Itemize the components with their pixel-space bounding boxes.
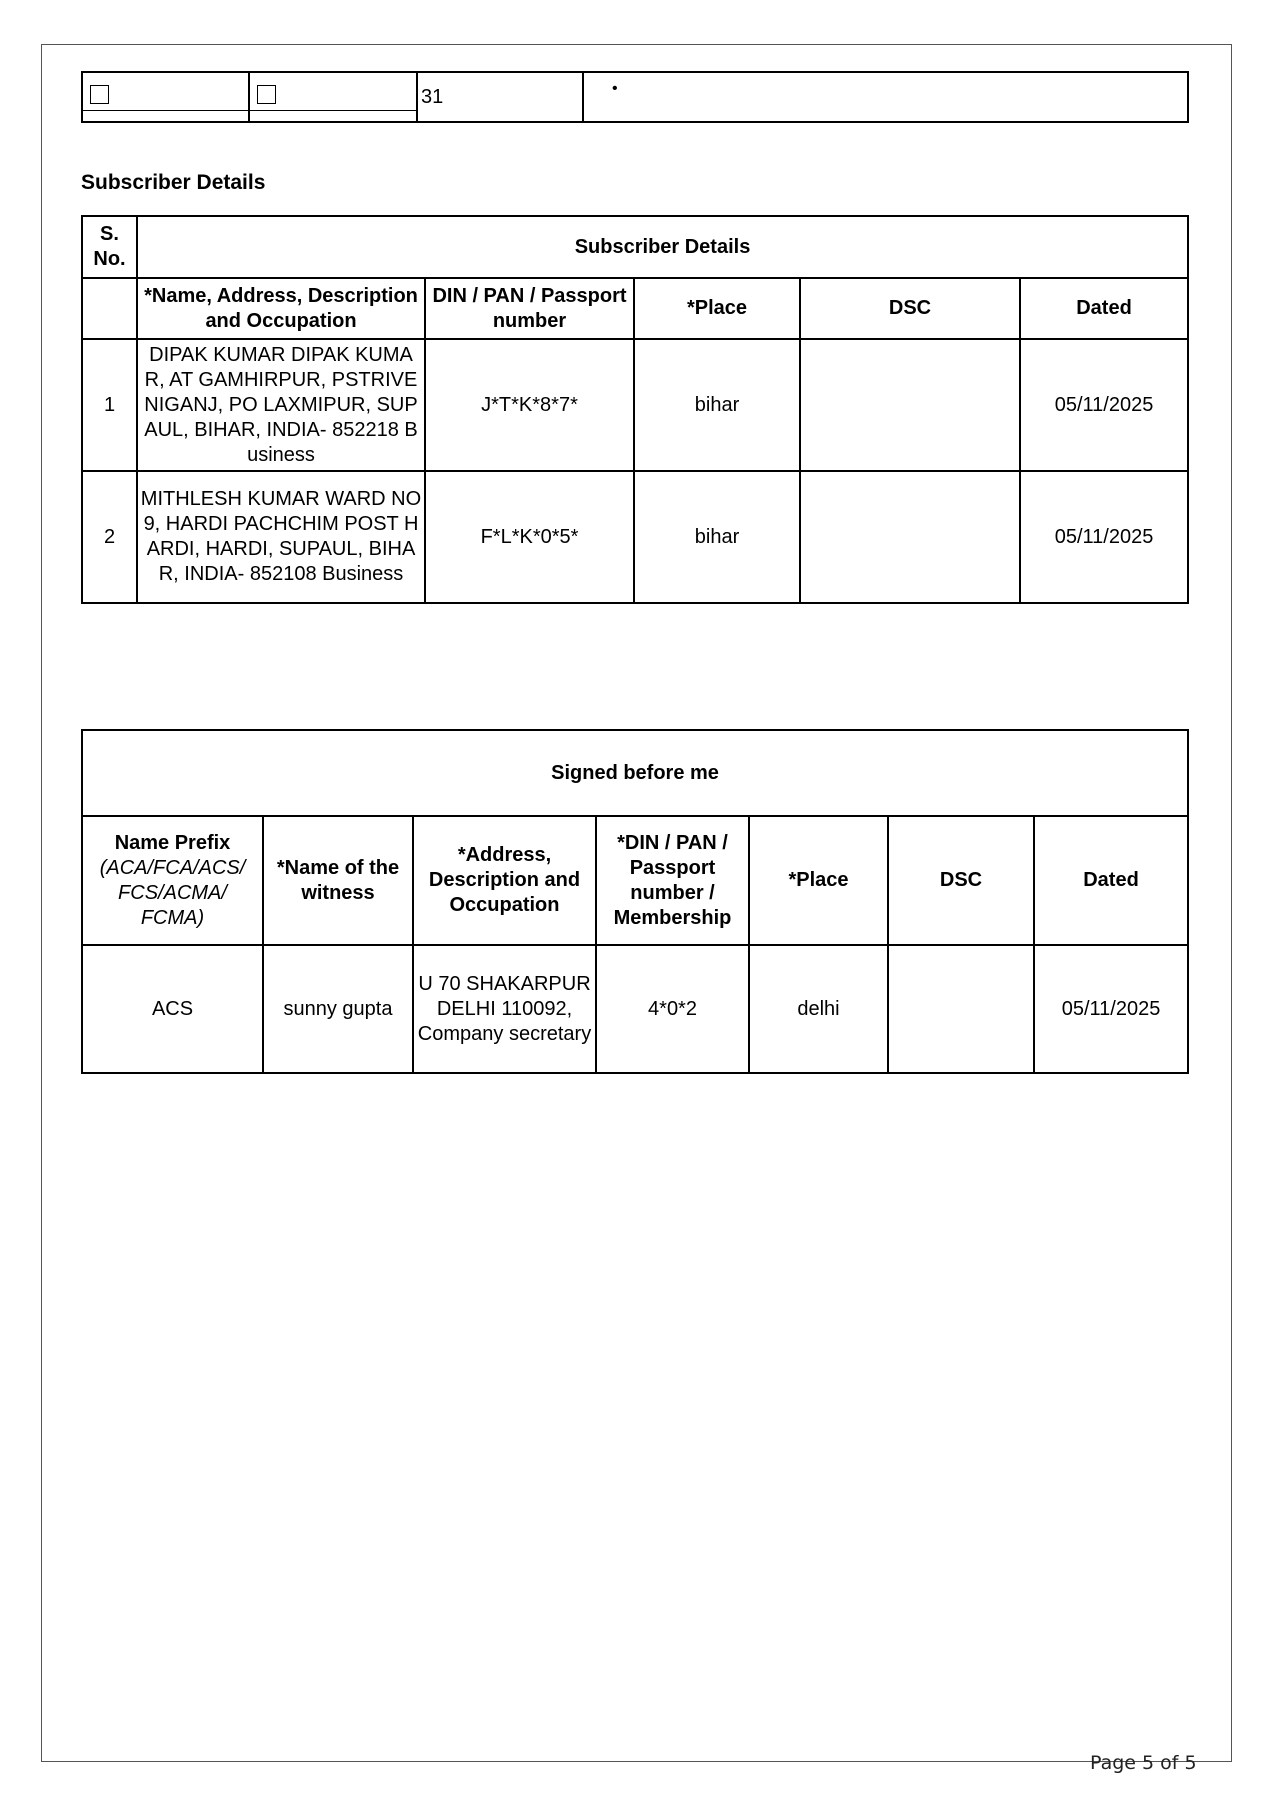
checkbox-cell: [82, 72, 249, 122]
place-cell: delhi: [749, 945, 888, 1073]
column-header: DIN / PAN / Passport number: [425, 278, 634, 339]
bullet-mark: •: [612, 80, 618, 97]
dated-cell: 05/11/2025: [1020, 471, 1188, 603]
prefix-header: [82, 816, 263, 945]
subscriber-table: [81, 215, 1189, 604]
page-number: Page 5 of 5: [1090, 1752, 1197, 1774]
din-cell: 4*0*2: [596, 945, 749, 1073]
dsc-cell: [800, 471, 1020, 603]
column-header: *Place: [634, 278, 800, 339]
name-address-cell: DIPAK KUMAR DIPAK KUMAR, AT GAMHIRPUR, PSTRIVENIGANJ, PO LAXMIPUR, SUPAUL, BIHAR, INDIA- 852218 Business: [137, 339, 425, 471]
continued-table-fragment: [81, 71, 1189, 123]
column-header: Dated: [1020, 278, 1188, 339]
din-cell: F*L*K*0*5*: [425, 471, 634, 603]
prefix-header-label: Name Prefix: [114, 831, 231, 854]
dsc-header: DSC: [888, 816, 1034, 945]
address-header: *Address, Description and Occupation: [413, 816, 596, 945]
dsc-cell: [888, 945, 1034, 1073]
dated-cell: 05/11/2025: [1020, 339, 1188, 471]
place-header: *Place: [749, 816, 888, 945]
dated-header: Dated: [1034, 816, 1188, 945]
fragment-number: 31: [417, 72, 583, 122]
sno-header: S. No.: [82, 216, 137, 278]
table-row: [82, 945, 1188, 1073]
name-address-cell: MITHLESH KUMAR WARD NO 9, HARDI PACHCHIM POST HARDI, HARDI, SUPAUL, BIHAR, INDIA- 852108 Business: [137, 471, 425, 603]
table-row: [82, 339, 1188, 471]
subscriber-group-header: Subscriber Details: [137, 216, 1188, 278]
witness-table: [81, 729, 1189, 1074]
din-cell: J*T*K*8*7*: [425, 339, 634, 471]
fragment-empty-cell: [583, 72, 1188, 122]
prefix-header-options: (ACA/FCA/ACS/ FCS/ACMA/ FCMA): [99, 856, 246, 929]
witness-table-title: Signed before me: [82, 730, 1188, 816]
checkbox[interactable]: [257, 85, 276, 104]
prefix-cell: ACS: [82, 945, 263, 1073]
empty-header-cell: [82, 278, 137, 339]
witness-name-header: *Name of the witness: [263, 816, 413, 945]
witness-name-cell: sunny gupta: [263, 945, 413, 1073]
sno-cell: 2: [82, 471, 137, 603]
place-cell: bihar: [634, 471, 800, 603]
table-row: [82, 471, 1188, 603]
checkbox[interactable]: [90, 85, 109, 104]
column-header: DSC: [800, 278, 1020, 339]
dsc-cell: [800, 339, 1020, 471]
subscriber-section-title: Subscriber Details: [81, 171, 266, 194]
column-header: *Name, Address, Description and Occupation: [137, 278, 425, 339]
sno-cell: 1: [82, 339, 137, 471]
address-cell: U 70 SHAKARPUR DELHI 110092, Company secretary: [413, 945, 596, 1073]
place-cell: bihar: [634, 339, 800, 471]
checkbox-cell: [249, 72, 417, 122]
din-header: *DIN / PAN / Passport number / Membership: [596, 816, 749, 945]
dated-cell: 05/11/2025: [1034, 945, 1188, 1073]
